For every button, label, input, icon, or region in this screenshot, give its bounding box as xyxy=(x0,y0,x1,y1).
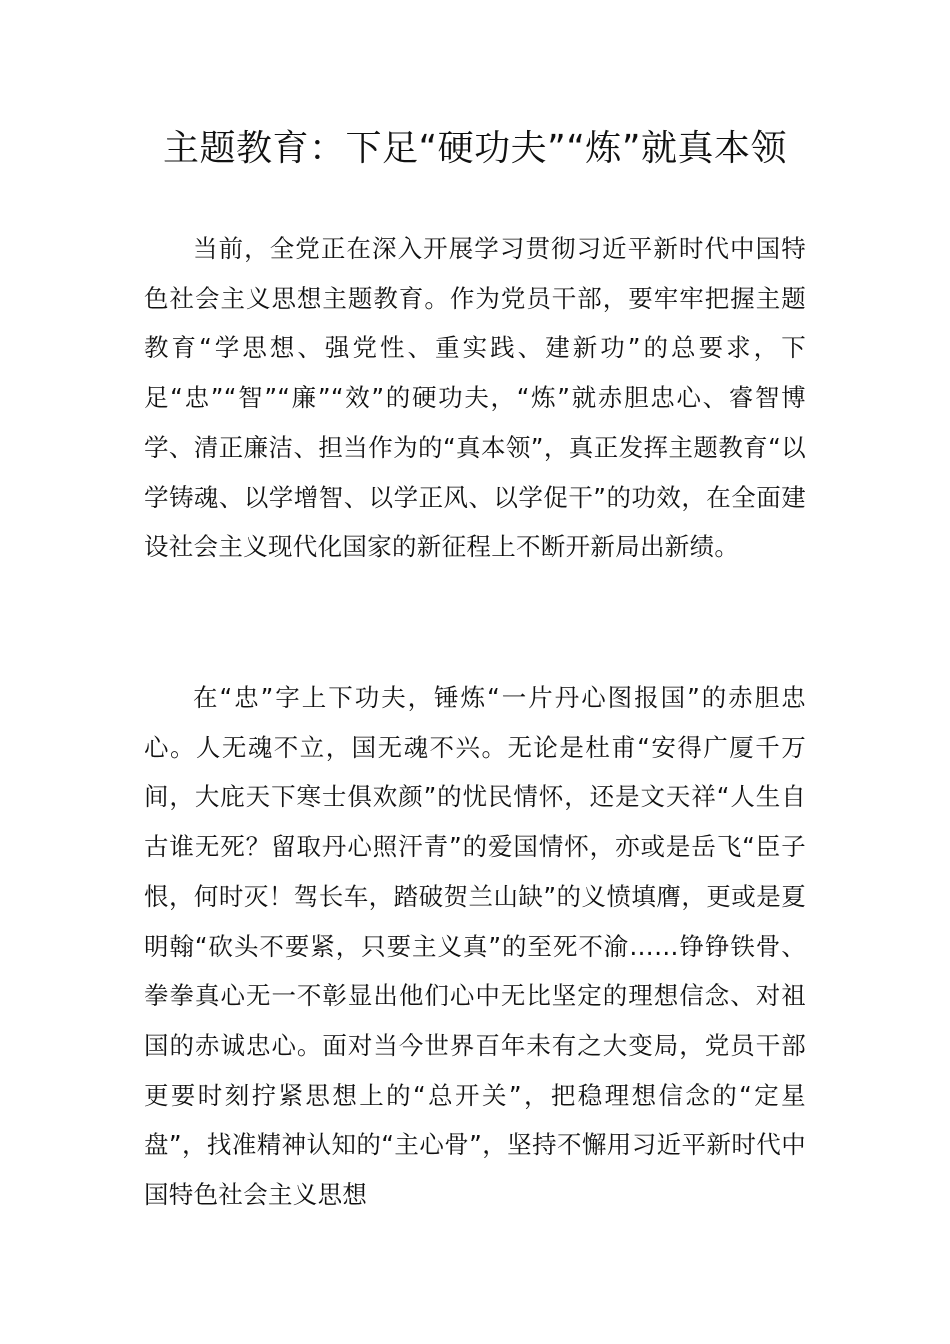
document-title: 主题教育：下足“硬功夫”“炼”就真本领 xyxy=(162,128,788,169)
paragraph-loyalty: 在“忠”字上下功夫，锤炼“一片丹心图报国”的赤胆忠心。人无魂不立，国无魂不兴。无论是杜甫“安得广厦千万间，大庇天下寒士俱欢颜”的忧民情怀，还是文天祥“人生自古谁无死？留取丹心照汗青”的爱国情怀，亦或是岳飞“臣子恨，何时灭！驾长车，踏破贺兰山缺”的义愤填膺，更或是夏明翰“砍头不要紧，只要主义真”的至死不渝……铮铮铁骨、拳拳真心无一不彰显出他们心中无比坚定的理想信念、对祖国的赤诚忠心。面对当今世界百年未有之大变局，党员干部更要时刻拧紧思想上的“总开关”，把稳理想信念的“定星盘”，找准精神认知的“主心骨”，坚持不懈用习近平新时代中国特色社会主义思想 xyxy=(144,683,806,1210)
paragraph-intro: 当前，全党正在深入开展学习贯彻习近平新时代中国特色社会主义思想主题教育。作为党员干部，要牢牢把握主题教育“学思想、强党性、重实践、建新功”的总要求，下足“忠”“智”“廉”“效”的硬功夫，“炼”就赤胆忠心、睿智博学、清正廉洁、担当作为的“真本领”，真正发挥主题教育“以学铸魂、以学增智、以学正风、以学促干”的功效，在全面建设社会主义现代化国家的新征程上不断开新局出新绩。 xyxy=(144,234,806,562)
